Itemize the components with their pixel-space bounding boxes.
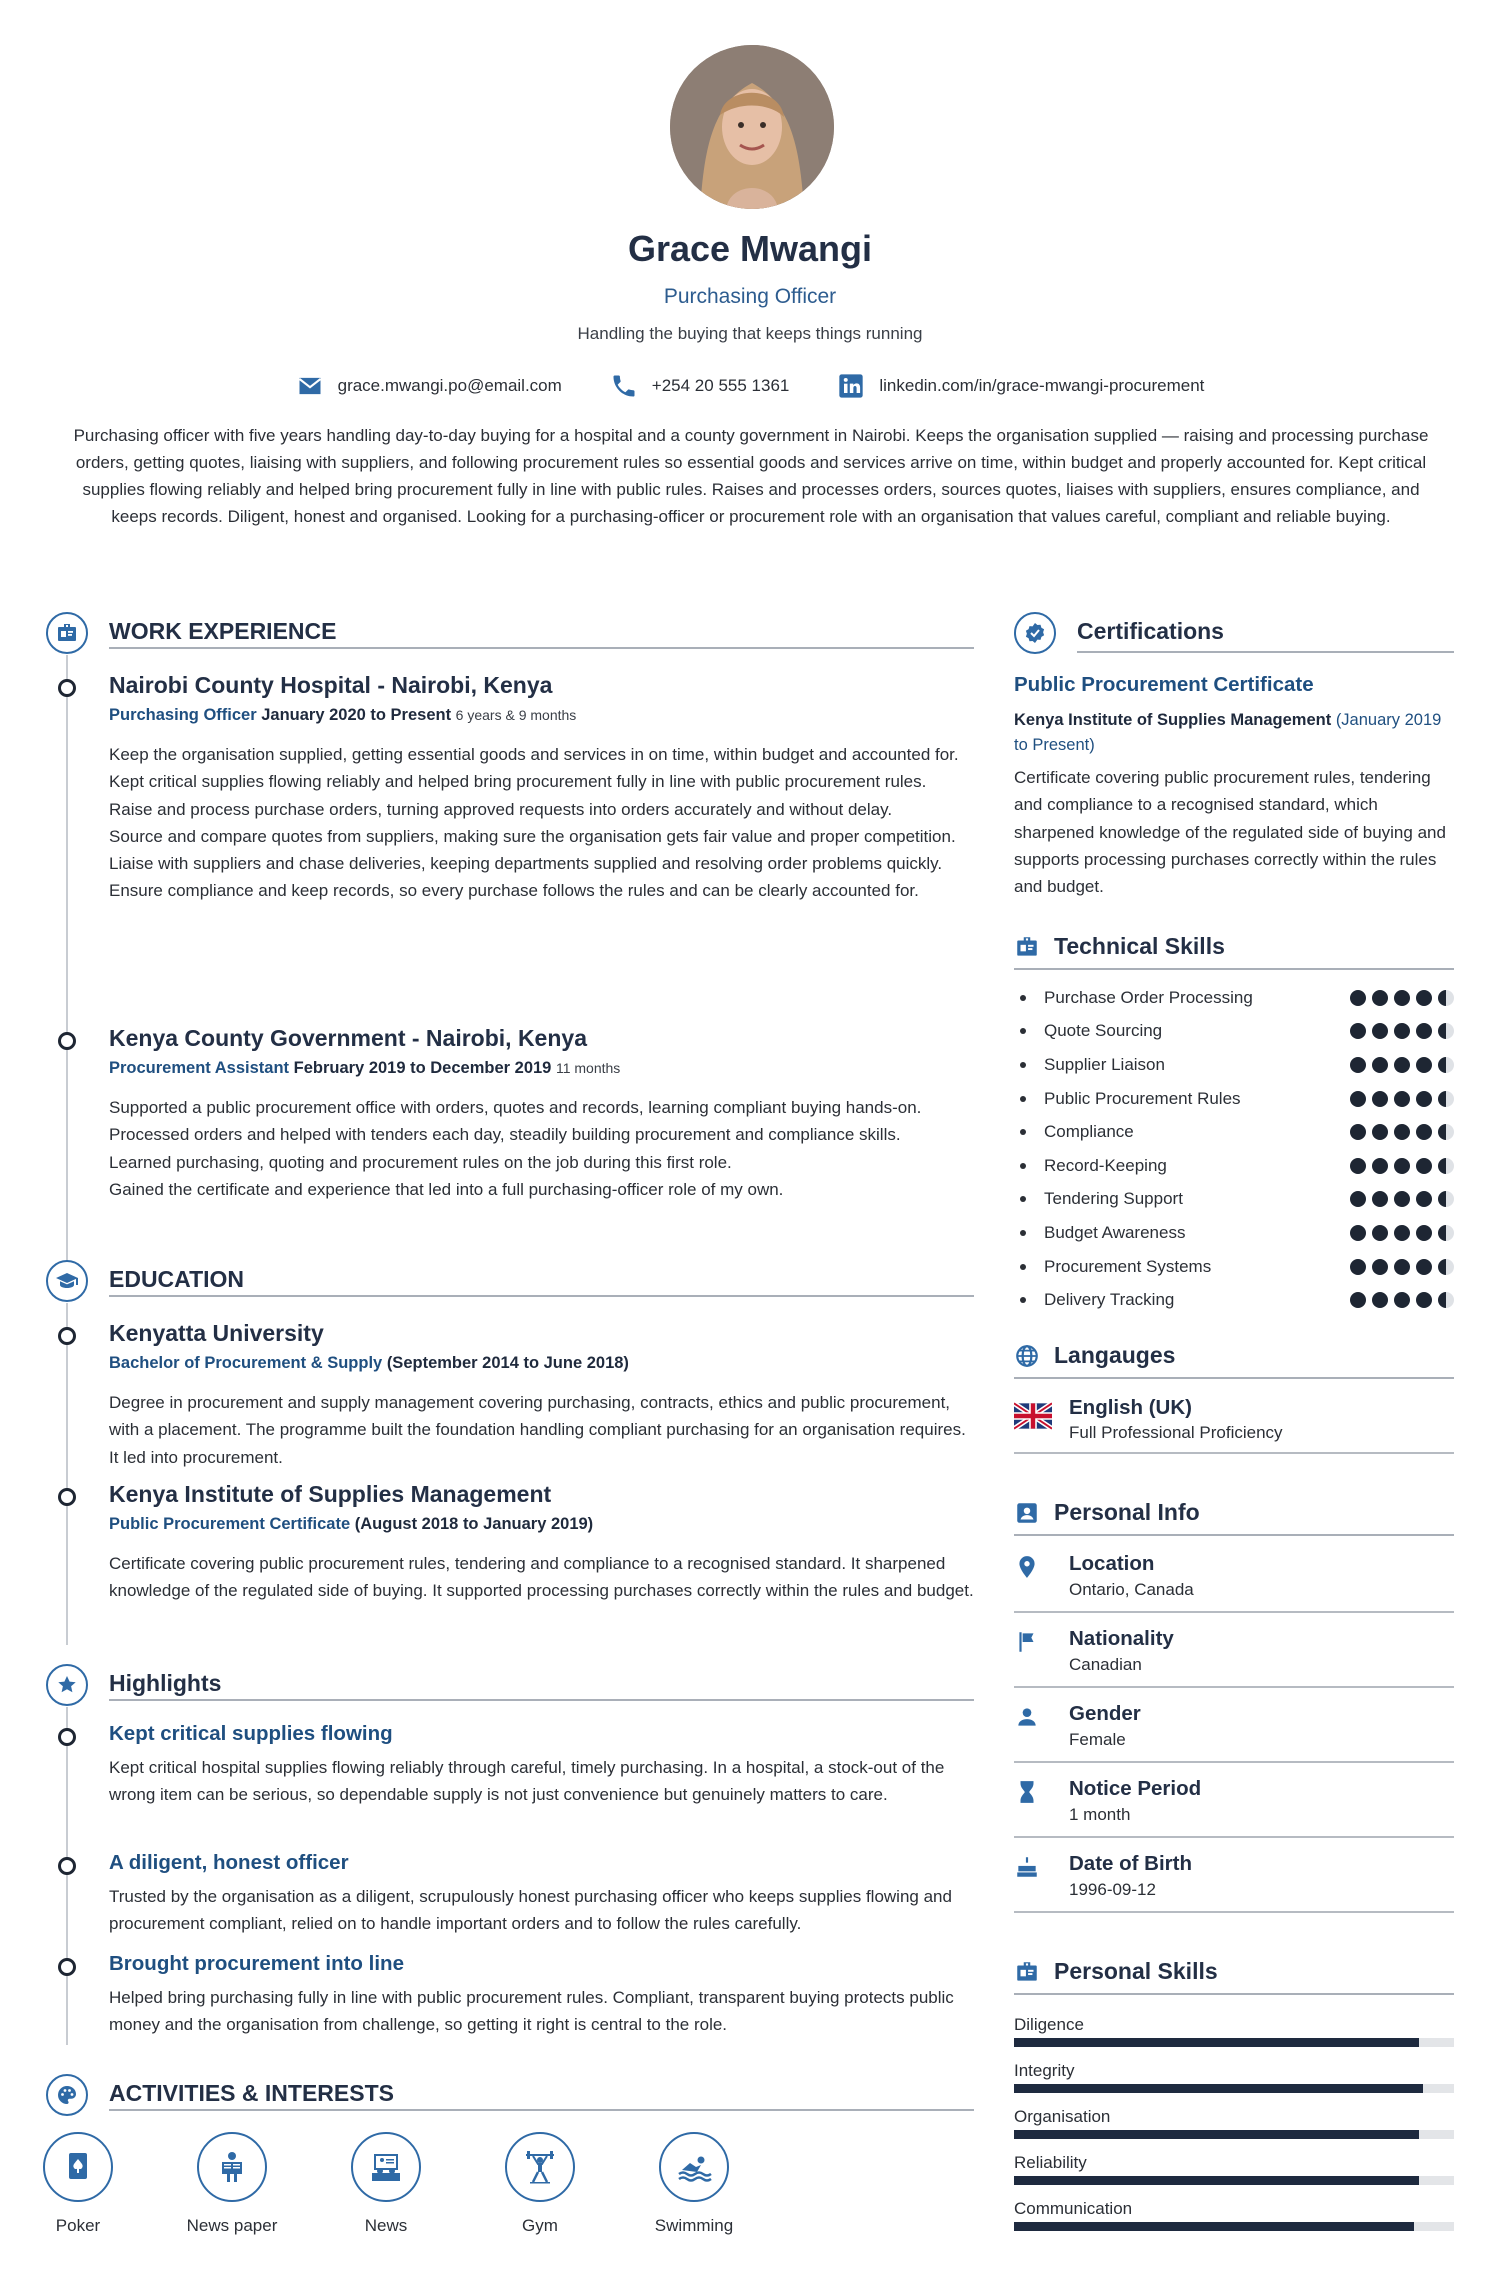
info-value: Ontario, Canada — [1069, 1580, 1194, 1599]
profile-summary: Purchasing officer with five years handling day-to-day buying for a hospital and a county government in Nairobi. Keeps the organisation supplied — raising and processing purchase orders, getting quotes, liaising with suppliers, and following procurement rules so essential goods and services arrive on time, within budget and properly accounted for. Kept critical supplies flowing reliably and helped bring procurement fully in line with public rules. Raises and processes orders, sources quotes, liaises with suppliers, ensures compliance, and keeps records. Diligent, honest and organised. Looking for a purchasing-officer or procurement role with an organisation that values careful, compliant and reliable buying. — [73, 426, 1429, 526]
job-bullets — [109, 1094, 979, 1203]
contact-linkedin[interactable] — [837, 372, 1204, 400]
contact-phone[interactable] — [610, 372, 790, 400]
technical-skill-item — [1014, 1082, 1454, 1116]
job-bullet: Raise and process purchase orders, turning approved requests into orders accurately and without delay. — [109, 799, 893, 819]
bullet-marker — [1020, 1196, 1026, 1202]
skill-rating — [1350, 1191, 1454, 1207]
hourglass-icon — [1014, 1779, 1040, 1805]
rating-dot — [1416, 1158, 1432, 1174]
contact-email[interactable] — [296, 372, 562, 400]
timeline-dot — [58, 1857, 76, 1875]
highlight-title: A diligent, honest officer — [109, 1851, 349, 1874]
rating-dot — [1394, 1023, 1410, 1039]
language-level: Full Professional Proficiency — [1069, 1423, 1283, 1442]
technical-skill-item — [1014, 1216, 1454, 1250]
rating-dot — [1438, 990, 1454, 1006]
star-badge-icon — [46, 1664, 88, 1706]
rating-dot — [1438, 1023, 1454, 1039]
rating-dot — [1438, 1091, 1454, 1107]
activities-section-rule — [109, 2109, 974, 2111]
technical-skill-label: Record-Keeping — [1044, 1155, 1167, 1175]
info-rule — [1014, 1761, 1454, 1763]
info-label: Location — [1069, 1552, 1155, 1575]
technical-skill-item — [1014, 1183, 1454, 1217]
bullet-marker — [1020, 1230, 1026, 1236]
rating-dot — [1394, 1124, 1410, 1140]
languages-rule — [1014, 1377, 1454, 1379]
technical-skills-rule — [1014, 968, 1454, 970]
rating-dot — [1438, 1124, 1454, 1140]
technical-skill-label: Compliance — [1044, 1122, 1134, 1142]
activity-item — [186, 2132, 278, 2236]
job-bullet: Learned purchasing, quoting and procurement rules on the job during this first role. — [109, 1152, 732, 1172]
rating-dot — [1350, 1023, 1366, 1039]
bullet-marker — [1020, 1264, 1026, 1270]
flag-icon — [1014, 1629, 1040, 1655]
rating-dot — [1372, 1124, 1388, 1140]
languages-title: Langauges — [1054, 1342, 1176, 1368]
palette-icon — [46, 2074, 88, 2116]
technical-skill-label: Supplier Liaison — [1044, 1054, 1165, 1074]
birthday-cake-icon — [1014, 1854, 1040, 1880]
education-dates: (September 2014 to June 2018) — [386, 1354, 629, 1372]
technical-skills-list — [1014, 981, 1454, 1317]
technical-skill-label: Tendering Support — [1044, 1189, 1183, 1209]
technical-skill-label: Public Procurement Rules — [1044, 1088, 1241, 1108]
personal-skill-bar — [1014, 2222, 1454, 2231]
personal-skills-heading — [1014, 1958, 1218, 1985]
education-section-rule — [109, 1295, 974, 1297]
technical-skill-label: Budget Awareness — [1044, 1222, 1186, 1242]
briefcase-icon — [46, 612, 88, 654]
person-icon — [1014, 1704, 1040, 1730]
phone-text: +254 20 555 1361 — [651, 376, 790, 395]
uk-flag-icon — [1014, 1402, 1052, 1430]
certificate-issuer — [1014, 708, 1454, 758]
skill-rating — [1350, 1057, 1454, 1073]
rating-dot — [1416, 1023, 1432, 1039]
activity-item — [43, 2132, 113, 2236]
info-rule — [1014, 1611, 1454, 1613]
school-name: Kenya Institute of Supplies Management — [109, 1481, 552, 1507]
certificate-badge-icon — [1014, 612, 1056, 654]
personal-skill-bar — [1014, 2176, 1454, 2185]
rating-dot — [1438, 1158, 1454, 1174]
rating-dot — [1416, 1292, 1432, 1308]
rating-dot — [1350, 1191, 1366, 1207]
rating-dot — [1350, 1158, 1366, 1174]
bullet-marker — [1020, 1096, 1026, 1102]
activity-label: Poker — [55, 2216, 101, 2235]
certificate-name: Public Procurement Certificate — [1014, 673, 1314, 696]
technical-skill-item — [1014, 1250, 1454, 1284]
activity-item — [505, 2132, 575, 2236]
technical-skill-item — [1014, 1048, 1454, 1082]
technical-skill-item — [1014, 1115, 1454, 1149]
languages-heading — [1014, 1342, 1175, 1369]
personal-skill-bar — [1014, 2084, 1454, 2093]
highlights-timeline — [66, 1707, 68, 2045]
rating-dot — [1416, 990, 1432, 1006]
language-rule — [1014, 1452, 1454, 1454]
personal-skill-label: Reliability — [1014, 2153, 1087, 2172]
job-bullet: Ensure compliance and keep records, so every purchase follows the rules and can be clearly accounted for. — [109, 881, 919, 901]
phone-icon — [610, 372, 638, 400]
rating-dot — [1350, 1057, 1366, 1073]
activity-item — [351, 2132, 421, 2236]
technical-skill-item — [1014, 1149, 1454, 1183]
rating-dot — [1394, 1057, 1410, 1073]
rating-dot — [1394, 990, 1410, 1006]
contact-card-icon — [1014, 1500, 1040, 1526]
personal-skill-bar — [1014, 2038, 1454, 2047]
rating-dot — [1416, 1259, 1432, 1275]
rating-dot — [1438, 1292, 1454, 1308]
info-value: Canadian — [1069, 1655, 1142, 1674]
email-text: grace.mwangi.po@email.com — [337, 376, 562, 395]
certifications-rule — [1077, 651, 1454, 653]
skill-rating — [1350, 1023, 1454, 1039]
weightlifting-icon — [505, 2132, 575, 2202]
job-bullet: Liaise with suppliers and chase deliveries, keeping departments supplied and resolving order problems quickly. — [109, 854, 943, 874]
id-badge-icon — [1014, 1959, 1040, 1985]
location-pin-icon — [1014, 1554, 1040, 1580]
technical-skills-title: Technical Skills — [1054, 933, 1225, 959]
rating-dot — [1350, 1225, 1366, 1241]
job-bullet: Gained the certificate and experience that led into a full purchasing-officer role of my own. — [109, 1179, 784, 1199]
job-dates: January 2020 to Present — [261, 706, 452, 724]
news-broadcast-icon — [351, 2132, 421, 2202]
certifications-title: Certifications — [1077, 618, 1224, 644]
activity-label: Swimming — [654, 2216, 734, 2235]
job-subtitle — [109, 706, 576, 725]
profile-photo — [670, 45, 834, 209]
skill-rating — [1350, 1225, 1454, 1241]
cards-icon — [43, 2132, 113, 2202]
rating-dot — [1350, 1091, 1366, 1107]
work-timeline — [66, 655, 68, 1283]
technical-skill-label: Delivery Tracking — [1044, 1290, 1175, 1310]
rating-dot — [1416, 1124, 1432, 1140]
rating-dot — [1372, 990, 1388, 1006]
personal-skill-bar-fill — [1014, 2130, 1419, 2139]
info-value: 1 month — [1069, 1805, 1131, 1824]
activities-section-title: ACTIVITIES & INTERESTS — [109, 2080, 394, 2106]
linkedin-text: linkedin.com/in/grace-mwangi-procurement — [879, 376, 1205, 395]
job-position: Procurement Assistant — [109, 1059, 290, 1077]
work-section-title: WORK EXPERIENCE — [109, 618, 337, 644]
education-timeline — [66, 1303, 68, 1645]
newspaper-reader-icon — [197, 2132, 267, 2202]
job-title: Nairobi County Hospital - Nairobi, Kenya — [109, 672, 553, 698]
rating-dot — [1372, 1259, 1388, 1275]
graduation-cap-icon — [46, 1260, 88, 1302]
job-title: Kenya County Government - Nairobi, Kenya — [109, 1025, 587, 1051]
skill-rating — [1350, 1124, 1454, 1140]
activity-label: News — [364, 2216, 408, 2235]
highlight-title: Brought procurement into line — [109, 1952, 404, 1975]
bullet-marker — [1020, 1129, 1026, 1135]
job-duration: 6 years & 9 months — [455, 707, 577, 723]
rating-dot — [1394, 1259, 1410, 1275]
bullet-marker — [1020, 1297, 1026, 1303]
rating-dot — [1372, 1191, 1388, 1207]
job-bullet: Kept critical supplies flowing reliably and helped bring procurement fully in line with public procurement rules. — [109, 772, 927, 792]
personal-skill-label: Communication — [1014, 2199, 1133, 2218]
certificate-description: Certificate covering public procurement rules, tendering and compliance to a recognised standard, which sharpened knowledge of the regulated side of buying and supports processing purchases correctly within the rules and budget. — [1014, 768, 1446, 897]
rating-dot — [1372, 1292, 1388, 1308]
swimmer-icon — [659, 2132, 729, 2202]
job-bullet: Processed orders and helped with tenders each day, steadily building procurement and compliance skills. — [109, 1125, 901, 1145]
rating-dot — [1416, 1091, 1432, 1107]
technical-skills-heading — [1014, 933, 1225, 960]
info-rule — [1014, 1911, 1454, 1913]
education-dates: (August 2018 to January 2019) — [354, 1515, 594, 1533]
job-dates: February 2019 to December 2019 — [293, 1059, 552, 1077]
rating-dot — [1438, 1259, 1454, 1275]
info-label: Nationality — [1069, 1627, 1174, 1650]
rating-dot — [1350, 1259, 1366, 1275]
candidate-name: Grace Mwangi — [627, 228, 873, 269]
education-section-title: EDUCATION — [109, 1266, 245, 1292]
info-label: Date of Birth — [1069, 1852, 1192, 1875]
skill-rating — [1350, 1259, 1454, 1275]
highlight-description: Helped bring purchasing fully in line with public procurement rules. Compliant, transparent buying protects public money and the organisation from challenge, so getting it right is central to the role. — [109, 1988, 954, 2035]
job-bullets — [109, 741, 979, 905]
personal-skill-bar-fill — [1014, 2084, 1423, 2093]
activities-list — [43, 2132, 734, 2236]
personal-skill-label: Organisation — [1014, 2107, 1111, 2126]
personal-skill-label: Diligence — [1014, 2015, 1084, 2034]
rating-dot — [1394, 1292, 1410, 1308]
personal-info-rule — [1014, 1534, 1454, 1536]
activity-label: News paper — [186, 2216, 278, 2235]
globe-icon — [1014, 1343, 1040, 1369]
education-description: Degree in procurement and supply management covering purchasing, contracts, ethics and public procurement, with a placement. The programme built the foundation handling compliant purchasing for an organisation requires. It led into procurement. — [109, 1393, 966, 1467]
candidate-role: Purchasing Officer — [663, 285, 837, 308]
timeline-dot — [58, 1032, 76, 1050]
school-name: Kenyatta University — [109, 1320, 324, 1346]
bullet-marker — [1020, 1163, 1026, 1169]
highlights-section-title: Highlights — [109, 1670, 222, 1696]
degree-name: Public Procurement Certificate — [109, 1515, 351, 1533]
job-bullet: Source and compare quotes from suppliers, making sure the organisation gets fair value and proper competition. — [109, 826, 956, 846]
timeline-dot — [58, 1728, 76, 1746]
personal-info-heading — [1014, 1499, 1200, 1526]
rating-dot — [1372, 1158, 1388, 1174]
personal-skill-label: Integrity — [1014, 2061, 1075, 2080]
technical-skill-item — [1014, 1283, 1454, 1317]
info-label: Notice Period — [1069, 1777, 1202, 1800]
job-bullet: Supported a public procurement office with orders, quotes and records, learning compliant buying hands-on. — [109, 1098, 922, 1117]
rating-dot — [1394, 1091, 1410, 1107]
bullet-marker — [1020, 1062, 1026, 1068]
highlight-description: Trusted by the organisation as a diligent, scrupulously honest purchasing officer who keeps supplies flowing and procurement compliant, relied on to handle important orders and to follow the rules carefully. — [109, 1887, 952, 1934]
rating-dot — [1416, 1225, 1432, 1241]
highlight-description: Kept critical hospital supplies flowing reliably through careful, timely purchasing. In a hospital, a stock-out of the wrong item can be serious, so dependable supply is not just convenience but genuinely matters to care. — [109, 1758, 945, 1805]
timeline-dot — [58, 679, 76, 697]
rating-dot — [1372, 1057, 1388, 1073]
job-duration: 11 months — [555, 1060, 621, 1076]
activity-item — [654, 2132, 734, 2236]
info-rule — [1014, 1836, 1454, 1838]
job-subtitle — [109, 1059, 620, 1078]
education-subtitle — [109, 1354, 629, 1373]
rating-dot — [1416, 1057, 1432, 1073]
personal-skill-bar-fill — [1014, 2038, 1419, 2047]
skill-rating — [1350, 1158, 1454, 1174]
info-rule — [1014, 1686, 1454, 1688]
job-bullet: Keep the organisation supplied, getting essential goods and services in on time, within budget and accounted for. — [109, 745, 959, 764]
email-icon — [296, 372, 324, 400]
personal-skills-title: Personal Skills — [1054, 1958, 1218, 1984]
degree-name: Bachelor of Procurement & Supply — [109, 1354, 383, 1372]
personal-skill-bar — [1014, 2130, 1454, 2139]
id-badge-icon — [1014, 934, 1040, 960]
contact-bar — [0, 372, 1500, 400]
certificate-dates: (January 2019 to Present) — [1014, 711, 1442, 754]
job-position: Purchasing Officer — [109, 706, 257, 724]
rating-dot — [1438, 1191, 1454, 1207]
rating-dot — [1438, 1225, 1454, 1241]
rating-dot — [1372, 1023, 1388, 1039]
highlights-section-rule — [109, 1699, 974, 1701]
rating-dot — [1350, 1292, 1366, 1308]
info-label: Gender — [1069, 1702, 1141, 1725]
bullet-marker — [1020, 995, 1026, 1001]
rating-dot — [1350, 1124, 1366, 1140]
education-description: Certificate covering public procurement rules, tendering and compliance to a recognised standard. It sharpened knowledge of the regulated side of buying. It supported processing purchases correctly within the rules and budget. — [109, 1554, 974, 1601]
technical-skill-label: Purchase Order Processing — [1044, 987, 1253, 1007]
rating-dot — [1394, 1191, 1410, 1207]
technical-skill-item — [1014, 981, 1454, 1015]
info-value: Female — [1069, 1730, 1126, 1749]
skill-rating — [1350, 990, 1454, 1006]
work-section-rule — [109, 647, 974, 649]
timeline-dot — [58, 1958, 76, 1976]
rating-dot — [1350, 990, 1366, 1006]
rating-dot — [1372, 1091, 1388, 1107]
education-subtitle — [109, 1515, 593, 1534]
rating-dot — [1394, 1225, 1410, 1241]
language-name: English (UK) — [1069, 1396, 1192, 1419]
rating-dot — [1438, 1057, 1454, 1073]
timeline-dot — [58, 1327, 76, 1345]
technical-skill-item — [1014, 1015, 1454, 1049]
candidate-tagline: Handling the buying that keeps things running — [577, 324, 923, 343]
rating-dot — [1416, 1191, 1432, 1207]
technical-skill-label: Procurement Systems — [1044, 1256, 1212, 1276]
skill-rating — [1350, 1292, 1454, 1308]
activity-label: Gym — [522, 2216, 558, 2235]
personal-info-title: Personal Info — [1054, 1499, 1200, 1525]
technical-skill-label: Quote Sourcing — [1044, 1021, 1163, 1041]
personal-skills-rule — [1014, 1993, 1454, 1995]
linkedin-icon — [837, 372, 865, 400]
rating-dot — [1394, 1158, 1410, 1174]
timeline-dot — [58, 1488, 76, 1506]
info-value: 1996-09-12 — [1069, 1880, 1156, 1899]
highlight-title: Kept critical supplies flowing — [109, 1722, 393, 1745]
certificate-org: Kenya Institute of Supplies Management — [1014, 711, 1332, 729]
personal-skill-bar-fill — [1014, 2176, 1419, 2185]
personal-skill-bar-fill — [1014, 2222, 1414, 2231]
bullet-marker — [1020, 1028, 1026, 1034]
rating-dot — [1372, 1225, 1388, 1241]
skill-rating — [1350, 1091, 1454, 1107]
